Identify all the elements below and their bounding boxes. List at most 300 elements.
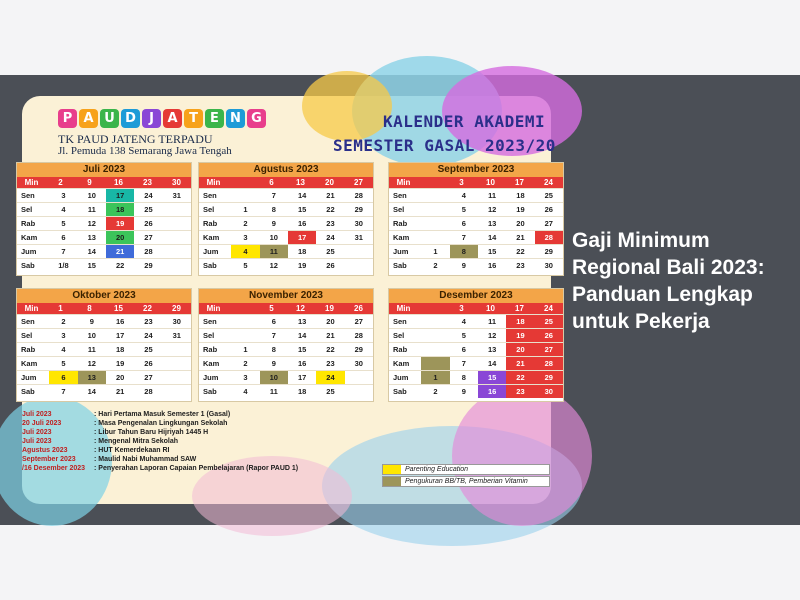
day-cell: 4 bbox=[61, 205, 66, 214]
day-cell bbox=[345, 385, 373, 398]
day-cell: 6 bbox=[49, 371, 77, 384]
weekday-label: Rab bbox=[393, 219, 408, 228]
weekday-label: Rab bbox=[203, 345, 218, 354]
week-row bbox=[389, 356, 563, 370]
day-cell: 23 bbox=[326, 219, 335, 228]
day-cell: 7 bbox=[61, 387, 66, 396]
day-cell: 18 bbox=[506, 315, 534, 328]
day-cell: 18 bbox=[106, 203, 134, 216]
decor-blob bbox=[302, 71, 392, 141]
legend-row bbox=[22, 410, 322, 419]
brand-letter: A bbox=[163, 109, 182, 128]
day-cell: 12 bbox=[487, 205, 497, 214]
day-cell: 20 bbox=[115, 373, 125, 382]
brand-letter: D bbox=[121, 109, 140, 128]
day-cell: 29 bbox=[535, 371, 563, 384]
day-cell: 17 bbox=[115, 331, 125, 340]
day-cell: 21 bbox=[106, 245, 134, 258]
week-row bbox=[17, 244, 191, 258]
day-cell: 3 bbox=[459, 304, 464, 313]
day-cell: 25 bbox=[326, 387, 335, 396]
legend-row bbox=[22, 419, 322, 428]
day-cell: Min bbox=[24, 178, 39, 187]
day-cell: 30 bbox=[544, 261, 553, 270]
day-cell: 13 bbox=[296, 178, 305, 187]
key-label: Pengukuran BB/TB, Pemberian Vitamin bbox=[405, 478, 528, 485]
event-legend bbox=[22, 410, 322, 473]
day-cell: 14 bbox=[87, 247, 96, 256]
day-cell: 19 bbox=[325, 304, 334, 313]
week-row bbox=[199, 342, 373, 356]
weekday-label: Sen bbox=[21, 191, 35, 200]
day-cell: 6 bbox=[461, 219, 466, 228]
week-row bbox=[389, 188, 563, 202]
day-cell: 21 bbox=[326, 191, 335, 200]
weekday-label: Sel bbox=[203, 331, 215, 340]
day-cell: 28 bbox=[535, 357, 563, 370]
day-cell: 26 bbox=[144, 219, 153, 228]
day-cell bbox=[418, 303, 447, 314]
day-cell bbox=[231, 315, 259, 328]
weekday-label: Sel bbox=[393, 205, 405, 214]
day-cell: 20 bbox=[326, 317, 335, 326]
weekday-label: Jum bbox=[393, 373, 409, 382]
day-cell: 14 bbox=[297, 331, 307, 340]
day-cell: 27 bbox=[354, 178, 363, 187]
day-cell bbox=[228, 177, 257, 188]
key-row bbox=[382, 464, 550, 475]
weekday-label: Sel bbox=[21, 205, 33, 214]
day-cell: 24 bbox=[316, 371, 344, 384]
day-cell: 12 bbox=[487, 331, 497, 340]
calendar-subtitle: SEMESTER GASAL 2023/20 bbox=[333, 136, 556, 155]
day-cell: 28 bbox=[354, 331, 363, 340]
brand-logo bbox=[58, 109, 266, 128]
key-row bbox=[382, 476, 550, 487]
day-cell: 26 bbox=[326, 261, 335, 270]
day-cell: 6 bbox=[271, 317, 276, 326]
sunday-row bbox=[389, 177, 563, 188]
day-cell: 14 bbox=[487, 359, 497, 368]
day-cell: 4 bbox=[461, 317, 466, 326]
sunday-row bbox=[389, 303, 563, 314]
week-row bbox=[199, 258, 373, 272]
day-cell: 6 bbox=[269, 178, 274, 187]
day-cell: 8 bbox=[461, 373, 466, 382]
key-label: Parenting Education bbox=[405, 466, 469, 473]
brand-letter: G bbox=[247, 109, 266, 128]
day-cell: 20 bbox=[516, 219, 525, 228]
week-row bbox=[17, 370, 191, 384]
day-cell: 29 bbox=[144, 261, 153, 270]
day-cell: 21 bbox=[115, 387, 125, 396]
week-row bbox=[17, 188, 191, 202]
weekday-label: Jum bbox=[203, 373, 219, 382]
day-cell: 27 bbox=[354, 317, 363, 326]
weekday-label: Sel bbox=[203, 205, 215, 214]
sunday-row bbox=[199, 303, 373, 314]
day-cell: 7 bbox=[461, 233, 466, 242]
day-cell: 22 bbox=[326, 205, 335, 214]
day-cell: 1 bbox=[243, 205, 248, 214]
legend-date: Juli 2023 bbox=[22, 438, 52, 445]
day-cell bbox=[345, 371, 373, 384]
day-cell: 6 bbox=[61, 233, 66, 242]
weekday-label: Kam bbox=[21, 233, 38, 242]
day-cell: 18 bbox=[297, 387, 307, 396]
day-cell: 18 bbox=[115, 345, 125, 354]
weekday-label: Sen bbox=[393, 317, 407, 326]
day-cell: 31 bbox=[172, 191, 181, 200]
day-cell: 15 bbox=[297, 345, 307, 354]
day-cell: 21 bbox=[516, 233, 525, 242]
day-cell bbox=[163, 343, 191, 356]
day-cell: 1/8 bbox=[58, 261, 69, 270]
day-cell: 16 bbox=[114, 178, 123, 187]
day-cell: 2 bbox=[61, 317, 66, 326]
day-cell bbox=[163, 259, 191, 272]
day-cell: 13 bbox=[487, 219, 497, 228]
day-cell: 7 bbox=[271, 331, 276, 340]
day-cell: 5 bbox=[61, 359, 66, 368]
day-cell bbox=[421, 315, 449, 328]
legend-text: : Masa Pengenalan Lingkungan Sekolah bbox=[94, 420, 228, 427]
month-name: Oktober 2023 bbox=[17, 289, 191, 303]
day-cell bbox=[163, 371, 191, 384]
day-cell: 31 bbox=[172, 331, 181, 340]
day-cell: 17 bbox=[515, 304, 524, 313]
day-cell: 27 bbox=[144, 373, 153, 382]
brand-letter: J bbox=[142, 109, 161, 128]
school-name: TK PAUD JATENG TERPADU bbox=[58, 132, 213, 146]
week-row bbox=[199, 202, 373, 216]
day-cell bbox=[228, 303, 257, 314]
day-cell: 16 bbox=[297, 359, 307, 368]
day-cell bbox=[163, 357, 191, 370]
day-cell: 19 bbox=[506, 329, 534, 342]
legend-row bbox=[22, 455, 322, 464]
day-cell: 28 bbox=[144, 387, 153, 396]
sunday-row bbox=[199, 177, 373, 188]
week-row bbox=[17, 384, 191, 398]
week-row bbox=[389, 258, 563, 272]
day-cell: 10 bbox=[260, 371, 288, 384]
day-cell: Min bbox=[206, 178, 221, 187]
day-cell: 2 bbox=[433, 261, 438, 270]
day-cell bbox=[345, 259, 373, 272]
day-cell: 9 bbox=[89, 317, 94, 326]
day-cell: 5 bbox=[269, 304, 274, 313]
day-cell: 23 bbox=[144, 317, 153, 326]
legend-date: 20 Juli 2023 bbox=[22, 420, 62, 427]
day-cell: 28 bbox=[354, 191, 363, 200]
day-cell: 19 bbox=[106, 217, 134, 230]
month-table bbox=[388, 162, 564, 276]
day-cell: 13 bbox=[297, 317, 307, 326]
day-cell: 21 bbox=[326, 331, 335, 340]
month-name: September 2023 bbox=[389, 163, 563, 177]
day-cell: 13 bbox=[487, 345, 497, 354]
day-cell: 5 bbox=[461, 205, 466, 214]
day-cell: 3 bbox=[61, 331, 66, 340]
day-cell: 8 bbox=[271, 205, 276, 214]
week-row bbox=[389, 328, 563, 342]
day-cell: 9 bbox=[461, 387, 466, 396]
day-cell: 13 bbox=[87, 233, 96, 242]
decor-blob bbox=[452, 386, 592, 526]
day-cell bbox=[231, 329, 259, 342]
day-cell: 4 bbox=[61, 345, 66, 354]
week-row bbox=[389, 314, 563, 328]
day-cell: 23 bbox=[143, 178, 152, 187]
day-cell: 31 bbox=[354, 233, 363, 242]
day-cell: 15 bbox=[114, 304, 123, 313]
day-cell: 22 bbox=[516, 247, 525, 256]
day-cell: 30 bbox=[535, 385, 563, 398]
brand-letter: E bbox=[205, 109, 224, 128]
weekday-label: Sen bbox=[393, 191, 407, 200]
day-cell: 25 bbox=[326, 247, 335, 256]
day-cell bbox=[163, 245, 191, 258]
legend-text: : Mengenal Mitra Sekolah bbox=[94, 438, 179, 445]
day-cell: 3 bbox=[243, 373, 248, 382]
day-cell: Min bbox=[396, 304, 411, 313]
day-cell: 19 bbox=[297, 261, 307, 270]
legend-date: Agustus 2023 bbox=[22, 447, 68, 454]
day-cell: 25 bbox=[144, 345, 153, 354]
day-cell bbox=[163, 231, 191, 244]
brand-letter: T bbox=[184, 109, 203, 128]
day-cell: 4 bbox=[243, 387, 248, 396]
day-cell: 9 bbox=[87, 178, 92, 187]
day-cell: 7 bbox=[271, 191, 276, 200]
day-cell: 22 bbox=[143, 304, 152, 313]
day-cell: 15 bbox=[478, 371, 506, 384]
week-row bbox=[17, 342, 191, 356]
day-cell: 2 bbox=[433, 387, 438, 396]
legend-text: : Penyerahan Laporan Capaian Pembelajaran (Rapor PAUD 1) bbox=[94, 465, 299, 472]
day-cell: 3 bbox=[459, 178, 464, 187]
day-cell bbox=[421, 357, 449, 370]
legend-row bbox=[22, 437, 322, 446]
day-cell: 1 bbox=[58, 304, 63, 313]
month-table bbox=[198, 162, 374, 276]
day-cell: 12 bbox=[269, 261, 278, 270]
day-cell: 12 bbox=[87, 359, 96, 368]
weekday-label: Rab bbox=[393, 345, 408, 354]
day-cell: 26 bbox=[544, 205, 553, 214]
day-cell: 25 bbox=[144, 205, 153, 214]
month-table bbox=[198, 288, 374, 402]
day-cell: 16 bbox=[115, 317, 125, 326]
week-row bbox=[389, 384, 563, 398]
month-table bbox=[16, 162, 192, 276]
day-cell bbox=[421, 217, 449, 230]
weekday-label: Sen bbox=[21, 317, 35, 326]
weekday-label: Rab bbox=[21, 219, 36, 228]
day-cell: 5 bbox=[61, 219, 66, 228]
day-cell bbox=[231, 189, 259, 202]
day-cell: 30 bbox=[172, 317, 181, 326]
day-cell: 16 bbox=[487, 261, 497, 270]
day-cell bbox=[421, 203, 449, 216]
day-cell bbox=[421, 343, 449, 356]
day-cell: 17 bbox=[288, 231, 316, 244]
day-cell bbox=[421, 231, 449, 244]
key-swatch bbox=[383, 465, 401, 474]
day-cell: 11 bbox=[87, 205, 96, 214]
day-cell: 3 bbox=[243, 233, 248, 242]
day-cell: 8 bbox=[271, 345, 276, 354]
day-cell: 24 bbox=[544, 178, 553, 187]
day-cell: 29 bbox=[172, 304, 181, 313]
day-cell: 10 bbox=[269, 233, 278, 242]
weekday-label: Jum bbox=[203, 247, 219, 256]
weekday-label: Sab bbox=[21, 261, 35, 270]
day-cell: 30 bbox=[172, 178, 181, 187]
day-cell: 14 bbox=[487, 233, 497, 242]
day-cell: 12 bbox=[296, 304, 305, 313]
day-cell bbox=[418, 177, 447, 188]
day-cell bbox=[163, 217, 191, 230]
day-cell: 11 bbox=[269, 387, 278, 396]
legend-text: : Hari Pertama Masuk Semester 1 (Gasal) bbox=[94, 411, 231, 418]
month-name: Desember 2023 bbox=[389, 289, 563, 303]
day-cell: 15 bbox=[297, 205, 307, 214]
day-cell: 9 bbox=[271, 359, 276, 368]
day-cell bbox=[163, 203, 191, 216]
day-cell: 23 bbox=[326, 359, 335, 368]
day-cell: 1 bbox=[243, 345, 248, 354]
week-row bbox=[17, 216, 191, 230]
day-cell: 9 bbox=[271, 219, 276, 228]
day-cell: 11 bbox=[488, 191, 497, 200]
day-cell: 4 bbox=[461, 191, 466, 200]
weekday-label: Jum bbox=[21, 373, 37, 382]
day-cell: 20 bbox=[106, 231, 134, 244]
day-cell: 10 bbox=[486, 304, 495, 313]
day-cell bbox=[421, 329, 449, 342]
brand-letter: U bbox=[100, 109, 119, 128]
brand-letter: A bbox=[79, 109, 98, 128]
day-cell: 11 bbox=[488, 317, 497, 326]
day-cell: 24 bbox=[544, 304, 553, 313]
day-cell: 6 bbox=[461, 345, 466, 354]
week-row bbox=[199, 216, 373, 230]
sunday-row bbox=[17, 177, 191, 188]
week-row bbox=[199, 230, 373, 244]
day-cell: 20 bbox=[325, 178, 334, 187]
day-cell: 17 bbox=[297, 373, 307, 382]
day-cell: 25 bbox=[535, 315, 563, 328]
week-row bbox=[389, 216, 563, 230]
day-cell: 5 bbox=[461, 331, 466, 340]
legend-date: Juli 2023 bbox=[22, 429, 52, 436]
day-cell: 28 bbox=[535, 231, 563, 244]
legend-date: Juli 2023 bbox=[22, 411, 52, 418]
day-cell: 15 bbox=[487, 247, 497, 256]
week-row bbox=[17, 356, 191, 370]
day-cell: 22 bbox=[326, 345, 335, 354]
legend-row bbox=[22, 446, 322, 455]
calendar-image bbox=[21, 96, 556, 504]
school-address: Jl. Pemuda 138 Semarang Jawa Tengah bbox=[58, 145, 232, 157]
week-row bbox=[17, 258, 191, 272]
day-cell: 23 bbox=[506, 385, 534, 398]
day-cell: Min bbox=[206, 304, 221, 313]
day-cell: 14 bbox=[87, 387, 96, 396]
day-cell: 11 bbox=[87, 345, 96, 354]
legend-text: : HUT Kemerdekaan RI bbox=[94, 447, 170, 454]
weekday-label: Sel bbox=[21, 331, 33, 340]
week-row bbox=[17, 314, 191, 328]
day-cell: 30 bbox=[354, 359, 363, 368]
week-row bbox=[389, 202, 563, 216]
week-row bbox=[389, 244, 563, 258]
weekday-label: Jum bbox=[21, 247, 37, 256]
day-cell: 2 bbox=[243, 359, 248, 368]
weekday-label: Jum bbox=[393, 247, 409, 256]
week-row bbox=[199, 188, 373, 202]
weekday-label: Rab bbox=[21, 345, 36, 354]
week-row bbox=[17, 230, 191, 244]
day-cell: 15 bbox=[87, 261, 96, 270]
legend-date: September 2023 bbox=[22, 456, 76, 463]
weekday-label: Sen bbox=[203, 317, 217, 326]
legend-text: : Maulid Nabi Muhammad SAW bbox=[94, 456, 197, 463]
day-cell: 16 bbox=[478, 385, 506, 398]
day-cell: 10 bbox=[486, 178, 495, 187]
day-cell: 9 bbox=[461, 261, 466, 270]
day-cell bbox=[345, 245, 373, 258]
day-cell: 19 bbox=[115, 359, 125, 368]
article-title[interactable]: Gaji Minimum Regional Bali 2023: Panduan Lengkap untuk Pekerja bbox=[572, 229, 765, 333]
day-cell: 8 bbox=[450, 245, 478, 258]
day-cell: 7 bbox=[461, 359, 466, 368]
day-cell: 27 bbox=[535, 343, 563, 356]
day-cell: 4 bbox=[231, 245, 259, 258]
month-name: Juli 2023 bbox=[17, 163, 191, 177]
day-cell: 2 bbox=[58, 178, 63, 187]
day-cell: 2 bbox=[243, 219, 248, 228]
month-table bbox=[16, 288, 192, 402]
day-cell: 12 bbox=[87, 219, 96, 228]
day-cell: 13 bbox=[78, 371, 106, 384]
week-row bbox=[389, 230, 563, 244]
weekday-label: Rab bbox=[203, 219, 218, 228]
day-cell: 30 bbox=[354, 219, 363, 228]
legend-row bbox=[22, 428, 322, 437]
calendar-title: KALENDER AKADEMI bbox=[383, 112, 546, 131]
key-swatch bbox=[383, 477, 401, 486]
day-cell: 1 bbox=[421, 371, 449, 384]
weekday-label: Kam bbox=[393, 359, 410, 368]
day-cell: 28 bbox=[144, 247, 153, 256]
sunday-row bbox=[17, 303, 191, 314]
day-cell: 26 bbox=[354, 304, 363, 313]
day-cell: 24 bbox=[144, 331, 153, 340]
brand-letter: N bbox=[226, 109, 245, 128]
day-cell: 27 bbox=[544, 219, 553, 228]
weekday-label: Sab bbox=[393, 387, 407, 396]
legend-date: /16 Desember 2023 bbox=[22, 465, 86, 472]
day-cell: 11 bbox=[260, 245, 288, 258]
weekday-label: Sab bbox=[393, 261, 407, 270]
month-name: November 2023 bbox=[199, 289, 373, 303]
day-cell: Min bbox=[24, 304, 39, 313]
day-cell: 22 bbox=[506, 371, 534, 384]
day-cell: 26 bbox=[535, 329, 563, 342]
